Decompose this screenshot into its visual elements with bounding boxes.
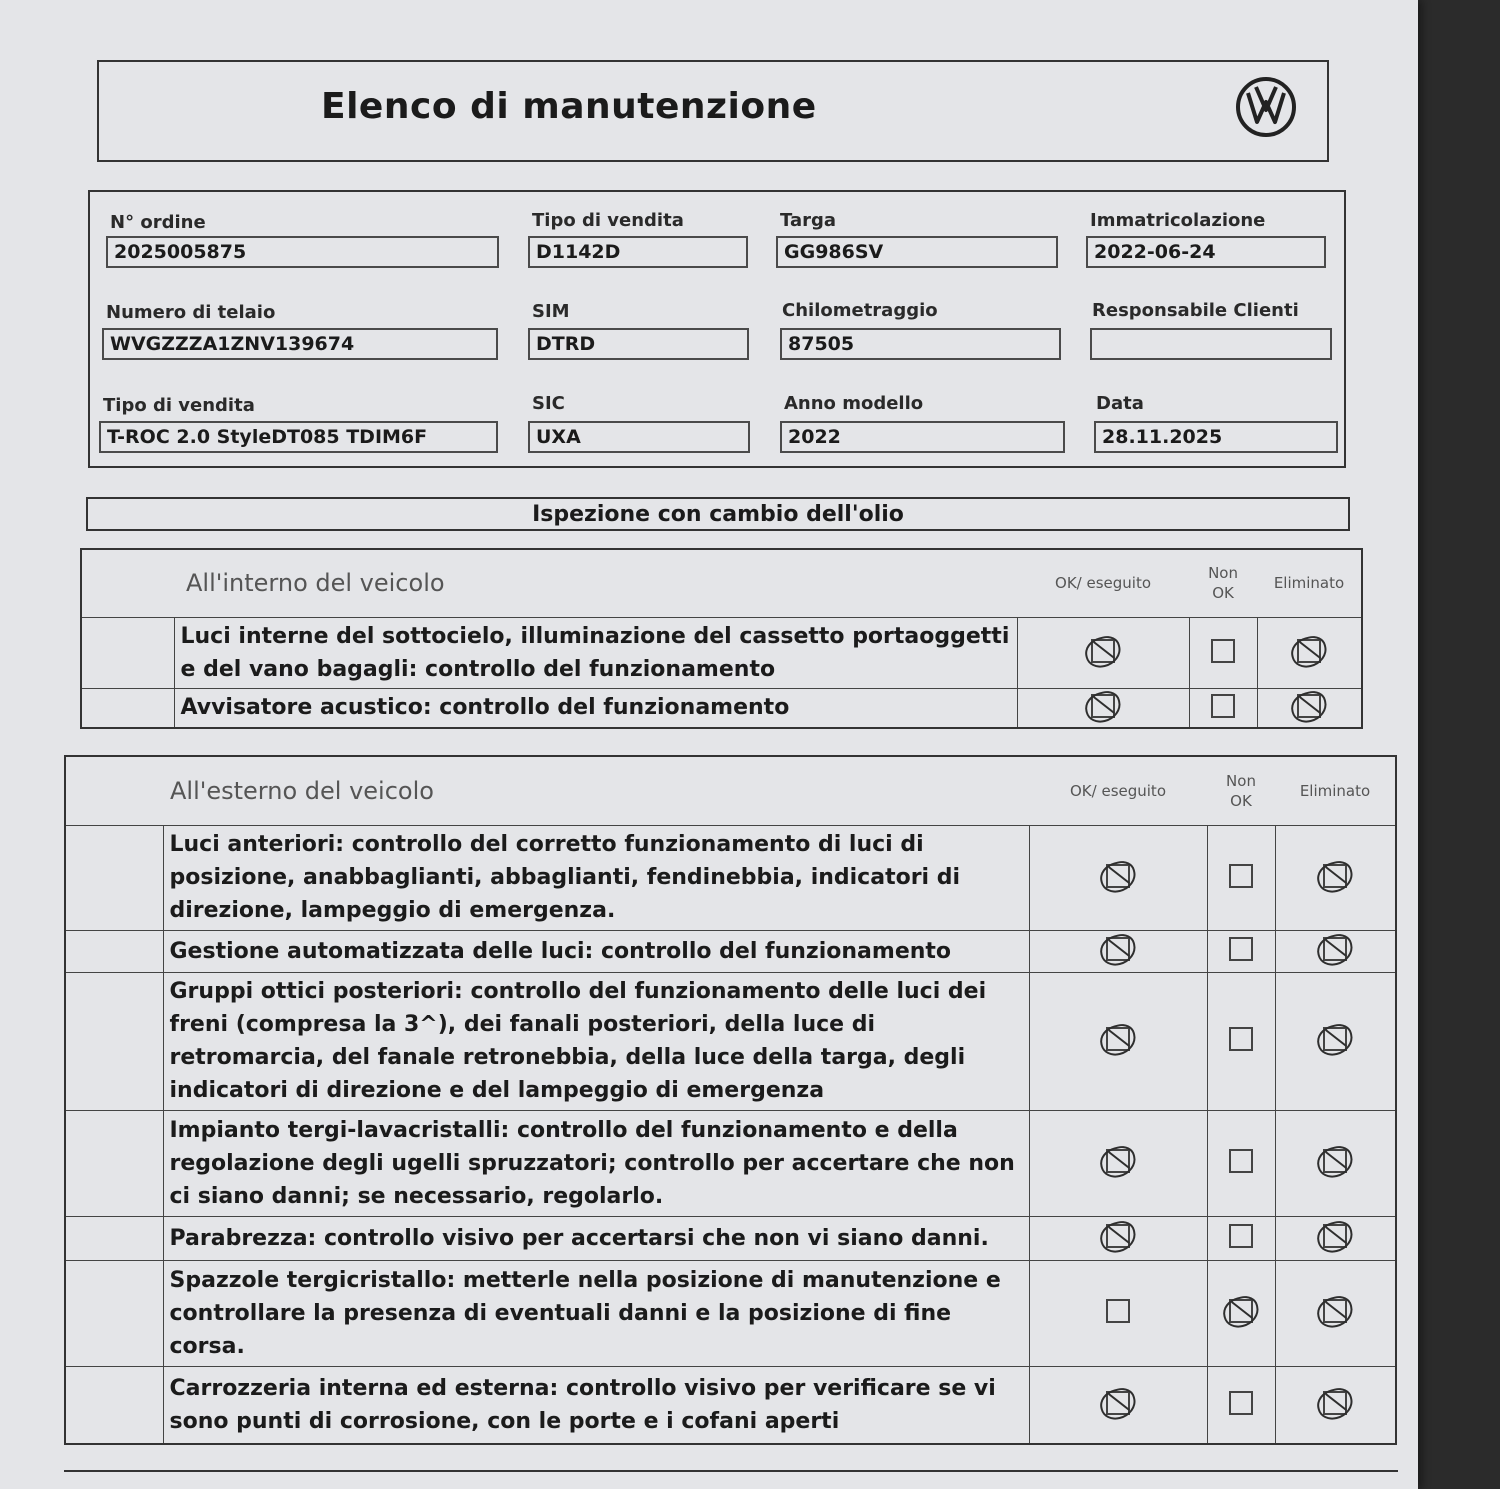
eliminated-checkbox[interactable] <box>1323 937 1347 961</box>
eliminated-checkbox[interactable] <box>1323 864 1347 888</box>
eliminated-checkbox[interactable] <box>1323 1299 1347 1323</box>
col-non-ok-label: Non OK <box>1207 756 1275 825</box>
sale-type-model-field: T-ROC 2.0 StyleDT085 TDIM6F <box>99 421 498 453</box>
non-ok-checkbox[interactable] <box>1211 694 1235 718</box>
non-ok-checkbox[interactable] <box>1229 937 1253 961</box>
mileage-field: 87505 <box>780 328 1061 360</box>
row-description: Luci interne del sottocielo, illuminazione del cassetto portaoggetti e del vano bagagli: controllo del funzionamento <box>174 617 1017 688</box>
eliminated-checkbox[interactable] <box>1323 1224 1347 1248</box>
table-row <box>65 1110 1396 1216</box>
ok-checkbox[interactable] <box>1106 1391 1130 1415</box>
row-description: Avvisatore acustico: controllo del funzionamento <box>174 688 1017 728</box>
table-row <box>65 1216 1396 1260</box>
ok-checkbox[interactable] <box>1106 1299 1130 1323</box>
sale-type-code-field: D1142D <box>528 236 748 268</box>
next-table-edge <box>64 1470 1398 1472</box>
customer-manager-label: Responsabile Clienti <box>1092 300 1299 321</box>
ok-checkbox[interactable] <box>1091 639 1115 663</box>
order-no-field: 2025005875 <box>106 236 499 268</box>
plate-label: Targa <box>780 210 837 231</box>
table-row <box>65 930 1396 972</box>
ok-checkbox[interactable] <box>1106 1224 1130 1248</box>
exterior-title: All'esterno del veicolo <box>65 756 1029 825</box>
row-description: Gestione automatizzata delle luci: controllo del funzionamento <box>163 930 1029 972</box>
vin-label: Numero di telaio <box>106 302 276 323</box>
title-box <box>97 60 1329 162</box>
plate-field: GG986SV <box>776 236 1058 268</box>
mileage-label: Chilometraggio <box>782 300 938 321</box>
vin-field: WVGZZZA1ZNV139674 <box>102 328 498 360</box>
eliminated-checkbox[interactable] <box>1297 694 1321 718</box>
non-ok-checkbox[interactable] <box>1229 1299 1253 1323</box>
document-title: Elenco di manutenzione <box>321 86 817 127</box>
order-no-label: N° ordine <box>110 212 206 233</box>
sale-type-model-label: Tipo di vendita <box>103 395 255 416</box>
customer-manager-field <box>1090 328 1332 360</box>
non-ok-checkbox[interactable] <box>1229 1224 1253 1248</box>
model-year-field: 2022 <box>780 421 1065 453</box>
eliminated-checkbox[interactable] <box>1323 1391 1347 1415</box>
section-title: Ispezione con cambio dell'olio <box>532 502 904 527</box>
eliminated-checkbox[interactable] <box>1297 639 1321 663</box>
table-row <box>65 972 1396 1110</box>
table-row <box>65 1260 1396 1366</box>
interior-header-row <box>81 549 1362 617</box>
non-ok-checkbox[interactable] <box>1211 639 1235 663</box>
row-description: Carrozzeria interna ed esterna: controllo visivo per verificare se vi sono punti di corrosione, con le porte e i cofani aperti <box>163 1366 1029 1444</box>
row-description: Gruppi ottici posteriori: controllo del funzionamento delle luci dei freni (compresa la 3^), dei fanali posteriori, della luce di retromarcia, del fanale retronebbia, della luce della targa, degli indicatori di direzione e del lampeggio di emergenza <box>163 972 1029 1110</box>
sic-field: UXA <box>528 421 750 453</box>
col-non-ok-label: Non OK <box>1189 549 1257 617</box>
row-description: Parabrezza: controllo visivo per accertarsi che non vi siano danni. <box>163 1216 1029 1260</box>
sale-type-code-label: Tipo di vendita <box>532 210 684 231</box>
non-ok-checkbox[interactable] <box>1229 1391 1253 1415</box>
sic-label: SIC <box>532 393 565 414</box>
model-year-label: Anno modello <box>784 393 924 414</box>
non-ok-checkbox[interactable] <box>1229 1149 1253 1173</box>
exterior-checklist <box>64 755 1397 1445</box>
col-ok-label: OK/ eseguito <box>1029 756 1207 825</box>
sim-field: DTRD <box>528 328 749 360</box>
col-ok-label: OK/ eseguito <box>1017 549 1189 617</box>
ok-checkbox[interactable] <box>1106 864 1130 888</box>
table-row <box>65 825 1396 930</box>
non-ok-checkbox[interactable] <box>1229 864 1253 888</box>
table-row <box>81 688 1362 728</box>
eliminated-checkbox[interactable] <box>1323 1149 1347 1173</box>
sim-label: SIM <box>532 301 570 322</box>
table-row <box>81 617 1362 688</box>
row-description: Luci anteriori: controllo del corretto funzionamento di luci di posizione, anabbaglianti, abbaglianti, fendinebbia, indicatori di direzione, lampeggio di emergenza. <box>163 825 1029 930</box>
registration-label: Immatricolazione <box>1090 210 1266 231</box>
ok-checkbox[interactable] <box>1106 1149 1130 1173</box>
date-label: Data <box>1096 393 1144 414</box>
row-description: Impianto tergi-lavacristalli: controllo del funzionamento e della regolazione degli ugelli spruzzatori; controllo per accertare che non ci siano danni; se necessario, regolarlo. <box>163 1110 1029 1216</box>
vw-logo-icon <box>1235 76 1297 138</box>
eliminated-checkbox[interactable] <box>1323 1027 1347 1051</box>
ok-checkbox[interactable] <box>1106 1027 1130 1051</box>
col-eliminated-label: Eliminato <box>1257 549 1362 617</box>
registration-field: 2022-06-24 <box>1086 236 1326 268</box>
col-eliminated-label: Eliminato <box>1275 756 1396 825</box>
interior-checklist <box>80 548 1363 729</box>
ok-checkbox[interactable] <box>1106 937 1130 961</box>
non-ok-checkbox[interactable] <box>1229 1027 1253 1051</box>
table-row <box>65 1366 1396 1444</box>
row-description: Spazzole tergicristallo: metterle nella posizione di manutenzione e controllare la presenza di eventuali danni e la posizione di fine corsa. <box>163 1260 1029 1366</box>
interior-title: All'interno del veicolo <box>81 549 1017 617</box>
vehicle-info-box <box>88 190 1346 468</box>
ok-checkbox[interactable] <box>1091 694 1115 718</box>
exterior-header-row <box>65 756 1396 825</box>
section-header-box <box>86 497 1350 531</box>
date-field: 28.11.2025 <box>1094 421 1338 453</box>
